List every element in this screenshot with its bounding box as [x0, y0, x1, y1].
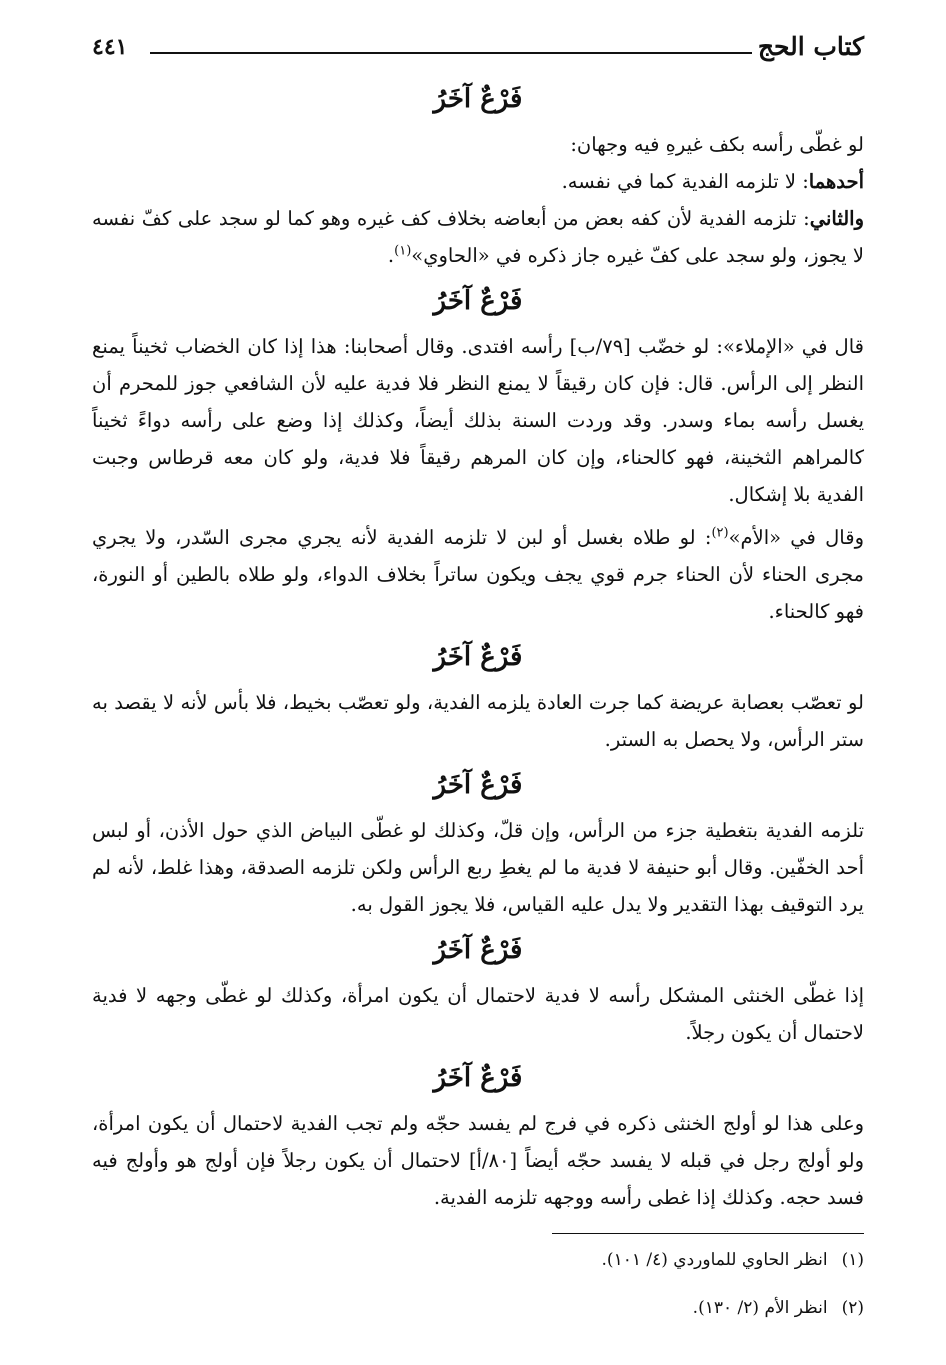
page-number: ٤٤١	[92, 34, 128, 60]
section-heading: فَرْعٌ آخَرُ	[433, 1063, 523, 1093]
footnote-rule	[552, 1233, 864, 1234]
paragraph: لو تعصّب بعصابة عريضة كما جرت العادة يلزمه الفدية، ولو تعصّب بخيط، فلا بأس لأنه لا يقصد به ستر الرأس، ولا يحصل به الستر.	[92, 691, 864, 751]
paragraph: تلزمه الفدية بتغطية جزء من الرأس، وإن قلّ، وكذلك لو غطّى البياض الذي حول الأذن، أو لبس أحد الخفّين. وقال أبو حنيفة لا فدية ما لم يغطِ ربع الرأس ولكن تلزمه الصدقة، وهذا غلط، لأنه لم يرد التوقيف بهذا التقدير ولا يدل عليه القياس، فلا يجوز القول به.	[92, 819, 864, 916]
footnote-text: انظر الحاوي للماوردي (٤/ ١٠١).	[601, 1250, 828, 1270]
footnote-number: (٢)	[841, 1298, 864, 1318]
footnote-text: انظر الأم (٢/ ١٣٠).	[692, 1298, 828, 1318]
footnote-marker: (١)	[394, 243, 412, 259]
paragraph: وعلى هذا لو أولج الخنثى ذكره في فرج لم يفسد حجّه ولم تجب الفدية لاحتمال أن يكون امرأة، ولو أولج رجل في قبله لا يفسد حجّه أيضاً [٨٠/أ] لاحتمال أن يكون رجلاً فإن أولج هو وأولج فيه فسد حجه. وكذلك إذا غطى رأسه ووجهه تلزمه الفدية.	[92, 1112, 864, 1209]
page-header	[92, 28, 864, 68]
paragraph: أحدهما: لا تلزمه الفدية كما في نفسه.	[561, 170, 864, 193]
paragraph: قال في «الإملاء»: لو خضّب [٧٩/ب] رأسه افتدى. وقال أصحابنا: هذا إذا كان الخضاب ثخيناً يمنع النظر إلى الرأس. قال: فإن كان رقيقاً لا يمنع النظر فلا فدية عليه لأن الشافعي جوز للمحرم أن يغسل رأسه بماء وسدر. وقد وردت السنة بذلك أيضاً، وكذلك إذا وضع على رأسه دواءً ثخيناً كالمراهم الثخينة، فهو كالحناء، وإن كان المرهم رقيقاً فلا فدية، ولو كان معه قرطاس وجبت الفدية بلا إشكال.	[92, 335, 864, 506]
footnote-marker: (٢)	[711, 525, 729, 541]
running-title: كتاب الحج	[757, 32, 864, 61]
section-heading: فَرْعٌ آخَرُ	[433, 286, 523, 316]
header-rule	[150, 52, 752, 54]
footnotes	[92, 1248, 864, 1344]
section-heading: فَرْعٌ آخَرُ	[433, 84, 523, 114]
paragraph: إذا غطّى الخنثى المشكل رأسه لا فدية لاحتمال أن يكون امرأة، وكذلك لو غطّى وجهه لا فدية لاحتمال أن يكون رجلاً.	[92, 984, 864, 1044]
section-heading: فَرْعٌ آخَرُ	[433, 770, 523, 800]
paragraph: لو غطّى رأسه بكف غيرهِ فيه وجهان:	[570, 133, 864, 156]
paragraph-lead: والثاني	[809, 207, 864, 230]
paragraph: والثاني: تلزمه الفدية لأن كفه بعض من أبعاضه بخلاف كف غيره وهو كما لو سجد على كفّ نفسه لا يجوز، ولو سجد على كفّ غيره جاز ذكره في «الحاوي»$^{(١)}$.	[92, 207, 864, 267]
main-text	[92, 78, 864, 1216]
section-heading: فَرْعٌ آخَرُ	[433, 642, 523, 672]
section-heading: فَرْعٌ آخَرُ	[433, 935, 523, 965]
paragraph-lead: أحدهما	[808, 170, 864, 193]
footnote	[92, 1296, 864, 1320]
footnote-number: (١)	[841, 1250, 864, 1270]
footnote	[92, 1248, 864, 1272]
paragraph: وقال في «الأم»$^{(٢)}$: لو طلاه بغسل أو لبن لا تلزمه الفدية لأنه يجري مجرى السّدر، ولا يجري مجرى الحناء لأن الحناء جرم قوي يجف ويكون ساتراً بخلاف الدواء، ولو طلاه بالطين أو النورة، فهو كالحناء.	[92, 525, 864, 623]
